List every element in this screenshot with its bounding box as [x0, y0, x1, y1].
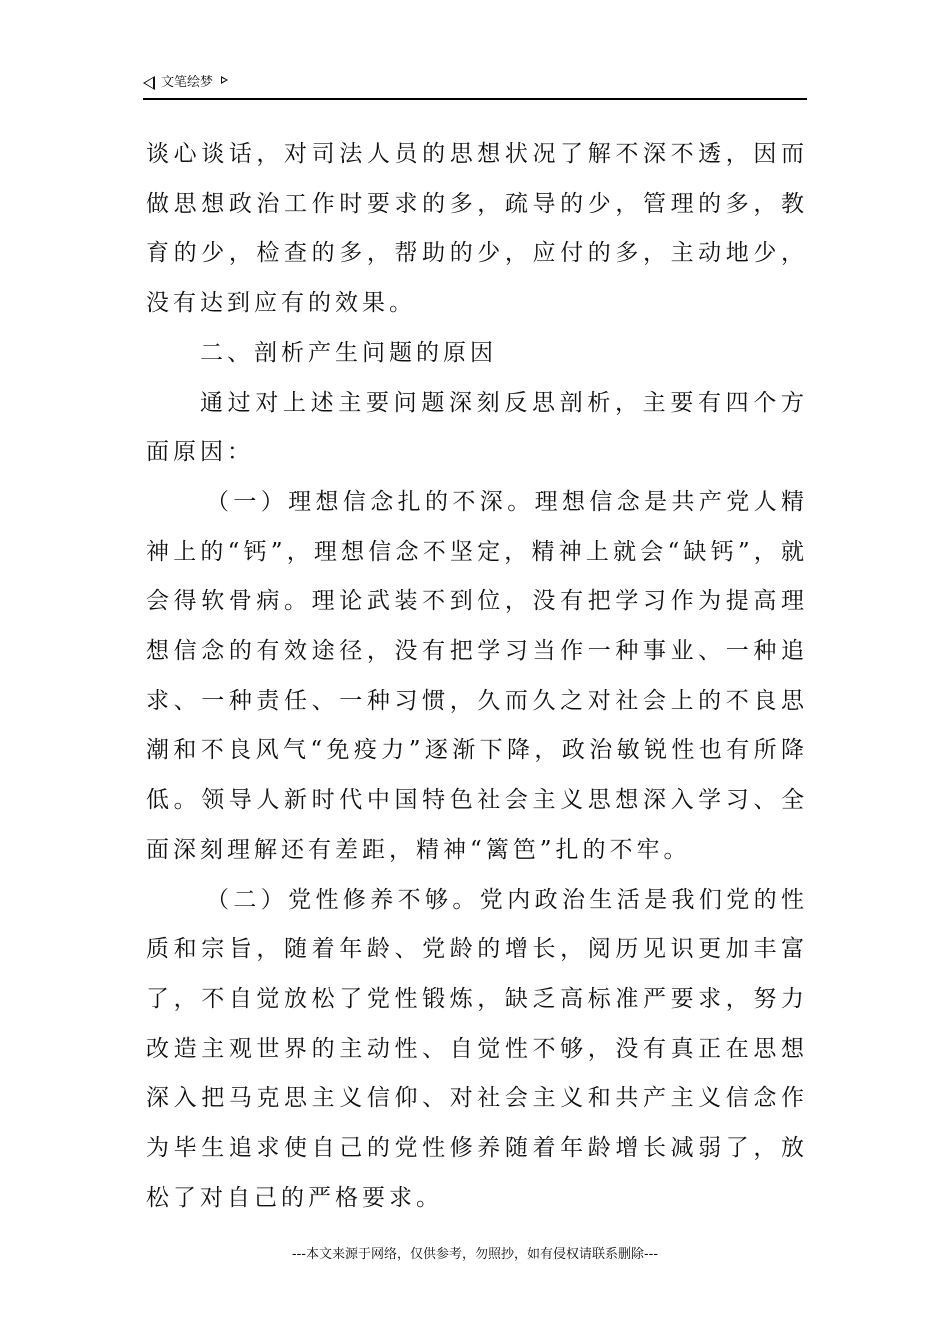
footer-disclaimer: ---本文来源于网络，仅供参考，勿照抄，如有侵权请联系删除--- [291, 1247, 659, 1262]
document-body [146, 130, 808, 1223]
paragraph-intro: 通过对上述主要问题深刻反思剖析，主要有四个方面原因： [146, 389, 808, 466]
paragraph-point-one: （一）理想信念扎的不深。理想信念是共产党人精神上的“钙”，理想信念不坚定，精神上就会“缺钙”，就会得软骨病。理论武装不到位，没有把学习作为提高理想信念的有效途径，没有把学习当作一种事业、一种追求、一种责任、一种习惯，久而久之对社会上的不良思潮和不良风气“免疫力”逐渐下降，政治敏锐性也有所降低。领导人新时代中国特色社会主义思想深入学习、全面深刻理解还有差距，精神“篱笆”扎的不牢。 [146, 488, 808, 863]
header-title: 文笔绘梦 [161, 75, 214, 90]
paragraph-point-two: （二）党性修养不够。党内政治生活是我们党的性质和宗旨，随着年龄、党龄的增长，阅历见识更加丰富了，不自觉放松了党性锻炼，缺乏高标准严要求，努力改造主观世界的主动性、自觉性不够，没有真正在思想深入把马克思主义信仰、对社会主义和共产主义信念作为毕生追求使自己的党性修养随着年龄增长减弱了，放松了对自己的严格要求。 [146, 886, 808, 1211]
section-heading: 二、剖析产生问题的原因 [200, 339, 497, 366]
right-triangle-icon [221, 76, 228, 84]
paragraph-continuation: 谈心谈话，对司法人员的思想状况了解不深不透，因而做思想政治工作时要求的多，疏导的少，管理的多，教育的少，检查的多，帮助的少，应付的多，主动地少，没有达到应有的效果。 [146, 141, 808, 317]
header-brand [143, 75, 228, 91]
page-header [143, 72, 807, 100]
left-triangle-icon [143, 76, 155, 90]
